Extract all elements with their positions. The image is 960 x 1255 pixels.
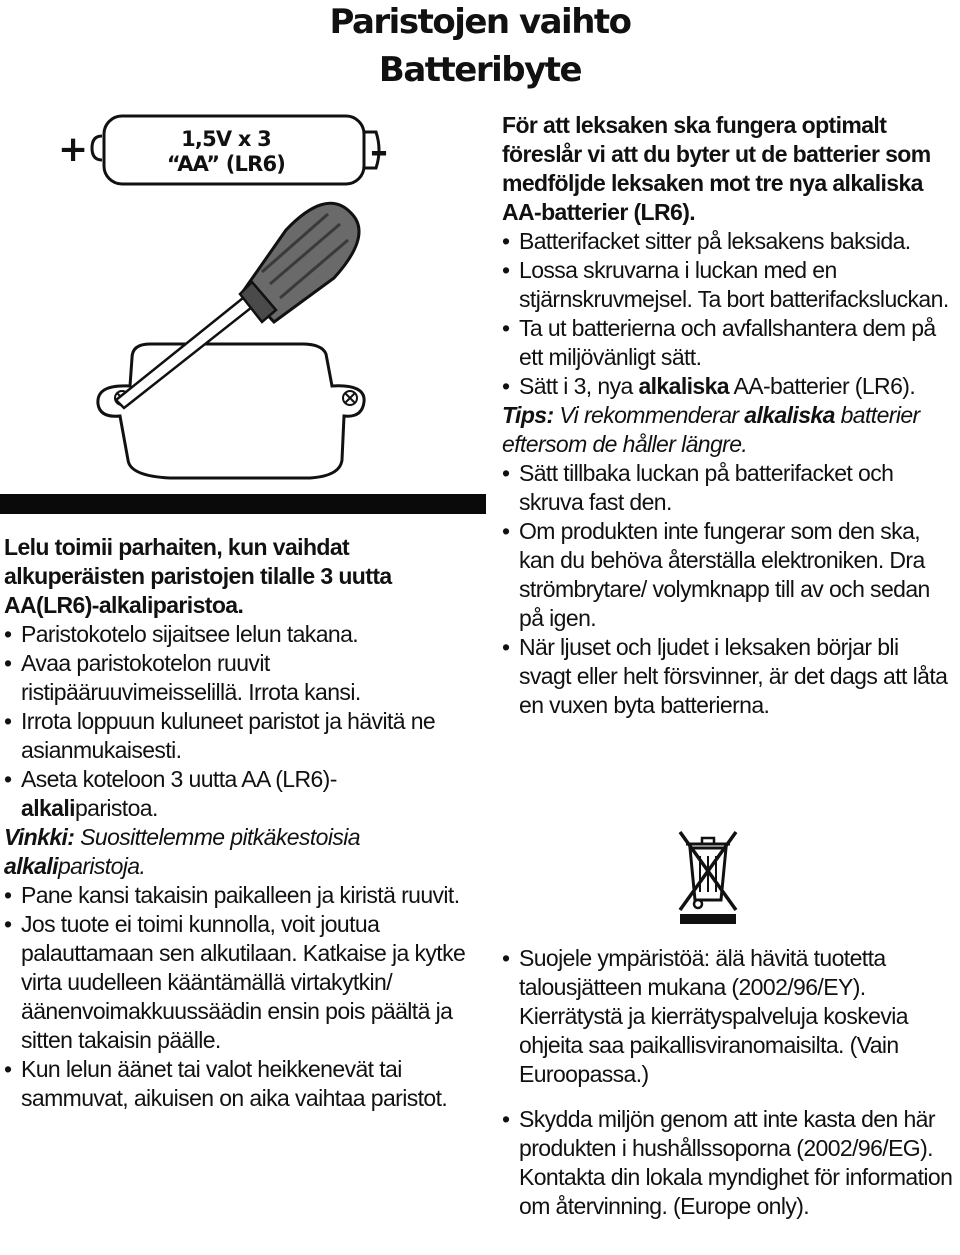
battery-spec-type: “AA” (LR6) [166,152,286,176]
list-item: • Avaa paristokotelon ruuvit ristipääruuvimeisselillä. Irrota kansi. [4,649,466,707]
recycling-notes [502,944,954,1221]
finnish-intro: Lelu toimii parhaiten, kun vaihdat alkuperäisten paristojen tilalle 3 uutta AA(LR6)-alkaliparistoa. [4,534,392,618]
title-finnish: Paristojen vaihto [329,2,631,42]
battery-plus-terminal: + [58,129,89,170]
finnish-tip: Vinkki: Suosittelemme pitkäkestoisia alkaliparistoja. [4,824,360,879]
recycling-note-swedish: • Skydda miljön genom att inte kasta den här produkten i hushållssoporna (2002/96/EG). Kontakta din lokala myndighet för information om återvinning. (Europe only). [502,1105,954,1221]
list-item: • Ta ut batterierna och avfallshantera dem på ett miljövänligt sätt. [502,314,954,372]
list-item: • Paristokotelo sijaitsee lelun takana. [4,620,466,649]
list-item: • Pane kansi takaisin paikalleen ja kiristä ruuvit. [4,881,466,910]
list-item: • Om produkten inte fungerar som den ska, kan du behöva återställa elektroniken. Dra strömbrytare/ volymknapp till av och sedan på igen. [502,517,954,633]
swedish-intro: För att leksaken ska fungera optimalt föreslår vi att du byter ut de batterier som medföljde leksaken mot tre nya alkaliska AA-batterier (LR6). [502,112,931,225]
weee-crossed-bin-icon [676,826,740,931]
battery-spec [96,127,356,177]
swedish-tip: Tips: Vi rekommenderar alkaliska batterier eftersom de håller längre. [502,402,920,457]
finnish-steps [4,620,466,823]
list-item: • Lossa skruvarna i luckan med en stjärnskruvmejsel. Ta bort batterifacksluckan. [502,256,954,314]
section-divider-bar [0,494,486,514]
finnish-instructions [4,533,466,1113]
finnish-steps-continued [4,881,466,1113]
recycling-note-finnish: • Suojele ympäristöä: älä hävitä tuotetta talousjätteen mukana (2002/96/EY). Kierrätystä ja kierrätyspalveluja koskevia ohjeita saa paikallisviranomaisilta. (Vain Euroopassa.) [502,944,954,1089]
swedish-steps [502,227,954,401]
list-item: • Batterifacket sitter på leksakens baksida. [502,227,954,256]
title-swedish: Batteribyte [378,50,582,90]
list-item: • Sätt i 3, nya alkaliska AA-batterier (LR6). [502,372,954,401]
list-item: • Irrota loppuun kuluneet paristot ja hävitä ne asianmukaisesti. [4,707,466,765]
list-item: • Aseta koteloon 3 uutta AA (LR6)-alkaliparistoa. [4,765,466,823]
swedish-instructions [502,111,954,720]
list-item: • Kun lelun äänet tai valot heikkenevät tai sammuvat, aikuisen on aika vaihtaa paristot. [4,1055,466,1113]
swedish-steps-continued [502,459,954,720]
list-item: • Jos tuote ei toimi kunnolla, voit joutua palauttamaan sen alkutilaan. Katkaise ja kytke virta uudelleen kääntämällä virtakytkin/äänenvoimakkuussäädin ensin pois päältä ja sitten takaisin päälle. [4,910,466,1055]
list-item: • Sätt tillbaka luckan på batterifacket och skruva fast den. [502,459,954,517]
battery-spec-voltage: 1,5V x 3 [181,127,271,151]
battery-minus-terminal: – [370,131,388,172]
list-item: • När ljuset och ljudet i leksaken börjar bli svagt eller helt försvinner, är det dags att låta en vuxen byta batterierna. [502,633,954,720]
